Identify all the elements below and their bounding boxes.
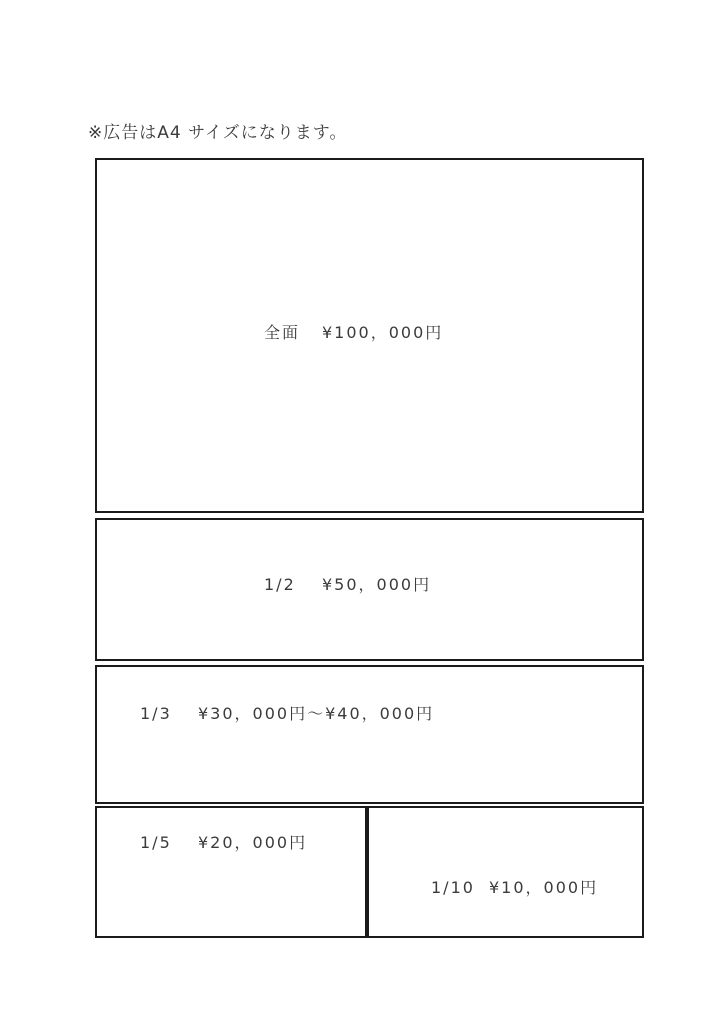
slot-label-fifth: 1/5 [140, 833, 172, 852]
tenth-page-ad-box [367, 806, 644, 938]
full-page-ad-box [95, 158, 644, 513]
slot-label-third: 1/3 [140, 704, 172, 723]
slot-label-full: 全面 [264, 323, 301, 342]
slot-label-tenth: 1/10 [431, 878, 475, 897]
price-line-fifth [140, 830, 307, 853]
price-line-half [264, 572, 431, 595]
half-page-ad-box [95, 518, 644, 661]
slot-label-half: 1/2 [264, 575, 296, 594]
price-line-full [264, 320, 443, 343]
fifth-page-ad-box [95, 806, 367, 938]
price-line-tenth [431, 875, 598, 898]
price-line-third [140, 701, 434, 724]
a4-size-note: ※広告はA4 サイズになります。 [88, 123, 348, 143]
slot-price-third: ¥30，000円～¥40，000円 [198, 704, 435, 723]
slot-price-fifth: ¥20，000円 [198, 833, 308, 852]
slot-price-tenth: ¥10，000円 [489, 878, 599, 897]
slot-price-full: ¥100，000円 [322, 323, 444, 342]
slot-price-half: ¥50，000円 [322, 575, 432, 594]
third-page-ad-box [95, 665, 644, 804]
